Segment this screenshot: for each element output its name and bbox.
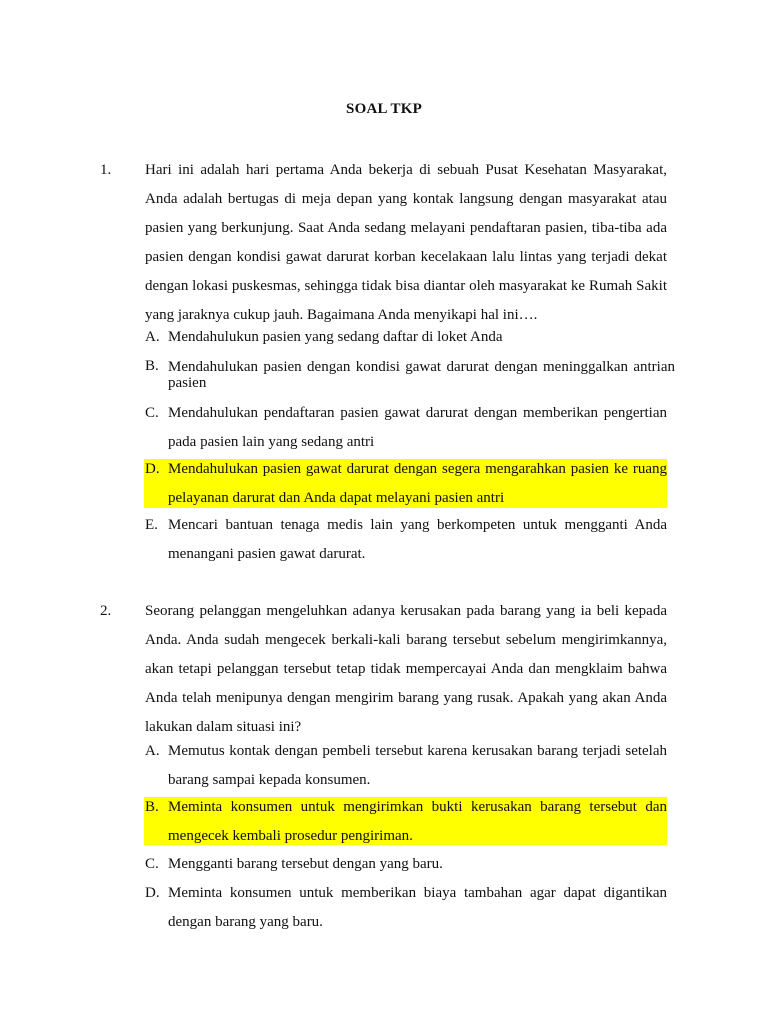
question-1-number: 1. (100, 162, 112, 178)
option-text: Mendahulukan pasien gawat darurat dengan segera mengarahkan pasien ke ruang pelayanan darurat dan Anda dapat melayani pasien antri (168, 461, 667, 506)
option-letter: C. (145, 405, 159, 421)
option-text: Mendahulukan pasien dengan kondisi gawat darurat dengan meninggalkan antrian pasien (168, 359, 675, 391)
option-letter: B. (145, 358, 159, 374)
option-text: Mencari bantuan tenaga medis lain yang berkompeten untuk mengganti Anda menangani pasien gawat darurat. (168, 517, 667, 562)
option-text: Mengganti barang tersebut dengan yang baru. (168, 856, 443, 872)
option-text: Mendahulukan pendaftaran pasien gawat darurat dengan memberikan pengertian pada pasien lain yang sedang antri (168, 405, 667, 450)
option-letter: A. (145, 743, 160, 759)
option-letter: C. (145, 856, 159, 872)
option-letter: B. (145, 799, 159, 815)
option-letter: D. (145, 885, 160, 901)
option-text: Mendahulukun pasien yang sedang daftar di loket Anda (168, 329, 503, 345)
option-text: Memutus kontak dengan pembeli tersebut karena kerusakan barang terjadi setelah barang sampai kepada konsumen. (168, 743, 667, 788)
option-letter: A. (145, 329, 160, 345)
question-1-text: Hari ini adalah hari pertama Anda bekerja di sebuah Pusat Kesehatan Masyarakat, Anda adalah bertugas di meja depan yang kontak langsung dengan masyarakat atau pasien yang berkunjung. Saat Anda sedang melayani pendaftaran pasien, tiba-tiba ada pasien dengan kondisi gawat darurat korban kecelakaan lalu lintas yang terjadi dekat dengan lokasi puskesmas, sehingga tidak bisa diantar oleh masyarakat ke Rumah Sakit yang jaraknya cukup jauh. Bagaimana Anda menyikapi hal ini…. (145, 162, 667, 323)
page-title: SOAL TKP (346, 101, 422, 117)
question-2-text: Seorang pelanggan mengeluhkan adanya kerusakan pada barang yang ia beli kepada Anda. Anda sudah mengecek berkali-kali barang tersebut sebelum mengirimkannya, akan tetapi pelanggan tersebut tetap tidak mempercayai Anda dan mengklaim bahwa Anda telah menipunya dengan mengirim barang yang rusak. Apakah yang akan Anda lakukan dalam situasi ini? (145, 603, 667, 735)
question-2-number: 2. (100, 603, 112, 619)
option-letter: E. (145, 517, 158, 533)
option-letter: D. (145, 461, 160, 477)
option-text: Meminta konsumen untuk memberikan biaya tambahan agar dapat digantikan dengan barang yang baru. (168, 885, 667, 930)
option-text: Meminta konsumen untuk mengirimkan bukti kerusakan barang tersebut dan mengecek kembali prosedur pengiriman. (168, 799, 667, 844)
